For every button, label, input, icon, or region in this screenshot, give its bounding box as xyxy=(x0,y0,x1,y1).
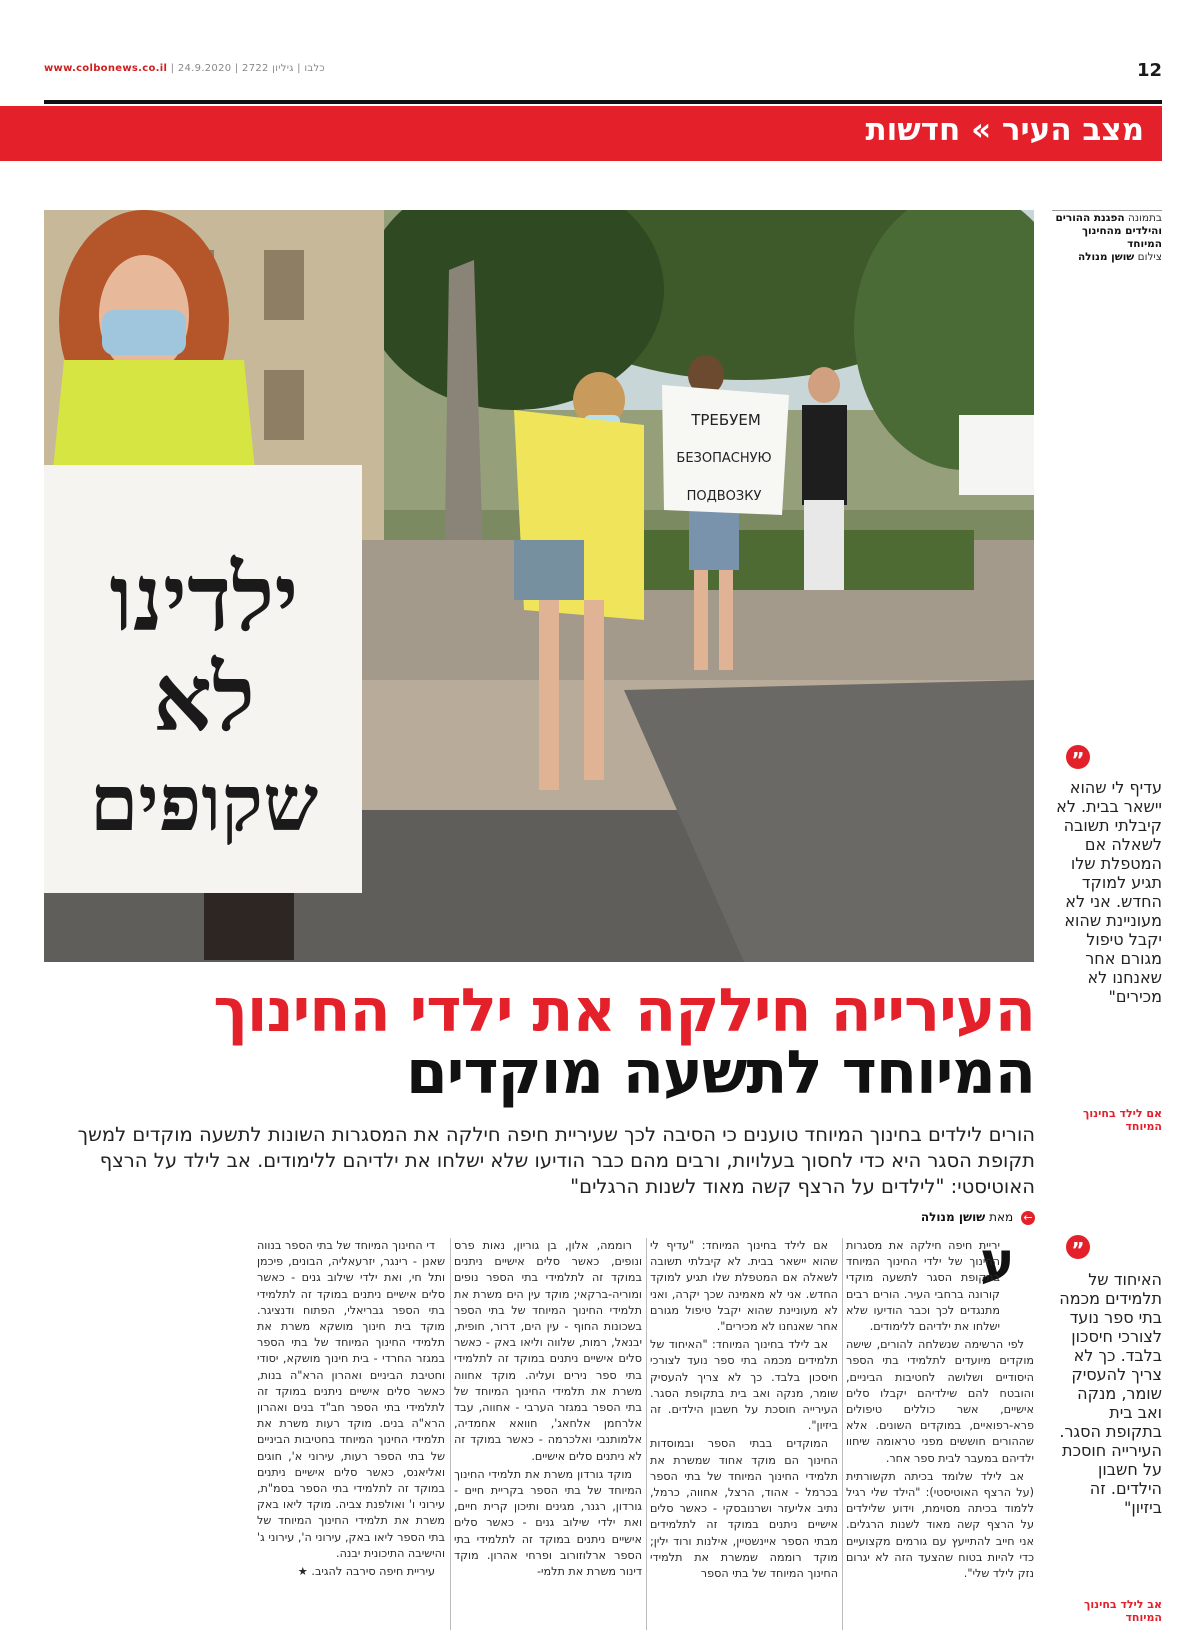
body-column-3 xyxy=(454,1238,642,1582)
headline-line-2: המיוחד לתשעה מוקדים xyxy=(405,1038,1035,1108)
section-band xyxy=(0,106,1162,161)
body-paragraph: עיריית חיפה סירבה להגיב. ★ xyxy=(297,1565,435,1579)
body-column-2 xyxy=(650,1238,838,1584)
byline-label: מאת xyxy=(989,1210,1014,1224)
pull-quote-2: האיחוד של תלמידים מכמה בתי ספר נועד לצורכי חיסכון בלבד. כך לא צריך להעסיק שומר, מנקה ואב בית בתקופת הסגר. העירייה חוסכת על חשבון הילדים. זה ביזיון" xyxy=(1059,1270,1162,1517)
sidebar-rule xyxy=(1052,210,1162,211)
protest-photo xyxy=(44,210,1034,962)
pull-quote-1-source: אם לילד בחינוך המיוחד xyxy=(1083,1107,1162,1133)
drop-cap: ע xyxy=(980,1232,1015,1292)
body-paragraph: אב לילד בחינוך המיוחד: "האיחוד של תלמידים מכמה בתי ספר נועד לצורכי חיסכון בלבד. כך לא צריך להעסיק שומר, מנקה ואב בית בתקופת הסגר. העירייה חוסכת על חשבון הילדים. זה ביזיון". xyxy=(650,1338,838,1433)
body-column-4 xyxy=(257,1238,445,1582)
site-url: www.colbonews.co.il xyxy=(44,63,168,74)
body-paragraph: מוקד גורדון משרת את תלמידי החינוך המיוחד של בתי הספר בקריית חיים - גורדון, רגנר, מגינים ותיכון קרית חיים, ואת ילדי שילוב גנים - כאשר סלים אישיים ניתנים במוקד זה לתלמידי בתי הספר ארלוזורוב ופרחי אהרון. מוקד דינור משרת את תלמי- xyxy=(454,1467,642,1579)
byline-author: שושן מנולה xyxy=(920,1210,986,1224)
caption-bold: הפגנת ההורים והילדים מהחינוך המיוחד xyxy=(1055,212,1162,250)
issue-info: | כלבו | גיליון 2722 | 24.9.2020 xyxy=(170,63,326,74)
quote-mark-icon: ” xyxy=(1066,1235,1090,1259)
body-paragraph: המוקדים בבתי הספר ובמוסדות החינוך הם מוקד אחוד שמשרת את תלמידי החינוך המיוחד של בתי הספר בכרמל - אהוד, הרצל, אחווה, כרמל, נתיב אליעזר ושרנובסקי - כאשר סלים אישיים ניתנים במוקד זה לתלמידים מבתי הספר איינשטיין, אילנות ורוד ילין; מוקד רוממה שמשרת את תלמידי החינוך המיוחד של בתי הספר xyxy=(650,1437,838,1581)
pull-quote-2-source: אב לילד בחינוך המיוחד xyxy=(1083,1598,1162,1624)
sign-line-2: לא xyxy=(152,644,256,752)
quote-mark-icon: ” xyxy=(1066,745,1090,769)
body-paragraph: אם לילד בחינוך המיוחד: "עדיף לי שהוא יישאר בבית. לא קיבלתי תשובה לשאלה אם המטפלת שלו תגיע למוקד החדש. אני לא מאמינה שכך יקרה, ואני לא מעוניינת שהוא יקבל טיפול מגורם אחר שאנחנו לא מכירים". xyxy=(650,1239,838,1334)
arrow-left-icon: ← xyxy=(1021,1211,1035,1225)
headline-line-1: העירייה חילקה את ילדי החינוך xyxy=(213,976,1035,1046)
column-rule xyxy=(646,1238,647,1630)
column-rule xyxy=(842,1238,843,1630)
caption-credit-label: צילום xyxy=(1137,251,1162,263)
byline xyxy=(921,1210,1035,1225)
caption-prefix: בתמונה xyxy=(1127,212,1162,224)
russian-sign-line-3: ПОДВОЗКУ xyxy=(686,489,762,504)
photo-caption xyxy=(1052,212,1162,264)
russian-sign-line-2: БЕЗОПАСНУЮ xyxy=(676,451,772,466)
body-column-1 xyxy=(846,1232,1034,1584)
body-paragraph: יריית חיפה חילקה את מסגרות החינוך של ילדי החינוך המיוחד בתקופת הסגר לתשעה מוקדי קורונה ברחבי העיר. הורים רבים מתנגדים לכך וכבר הודיעו שלא ישלחו את ילדיהם ללימודים. xyxy=(846,1239,1000,1334)
body-paragraph: די החינוך המיוחד של בתי הספר בנווה שאנן - רינגר, יזרעאליה, הבונים, פיכמן ותל חי, ואת ילדי שילוב גנים - כאשר סלים אישיים ניתנים במוקד זה לתלמידי בתי הספר גבריאלי, הפתוח ודנציגר. מוקד בית חינוך מושקא משרת את תלמידי החינוך המיוחד של בתי הספר במגזר החרדי - בית חינוך מושקא, יסודי וחטיבת הביניים ואהרון הרא"ה בנות, כאשר סלים אישיים ניתנים במוקד זה לתלמידי בתי הספר חב"ד בנים ואהרון הרא"ה בנים. מוקד רעות משרת את תלמידי החינוך המיוחד בחטיבות הביניים של בתי הספר רעות, עירוני א', חוגים ואליאנס, כאשר סלים אישיים ניתנים במוקד זה לתלמידי בתי הספר בסמ"ת, עירוני ו' ואולפנת צביה. מוקד ליאו באק משרת את תלמידי החינוך המיוחד של בתי הספר ליאו באק, עירוני ה', עירוני ג' והישיבה התיכונית יבנה. xyxy=(257,1239,445,1560)
body-paragraph: אב לילד שלומד בכיתה תקשורתית (על הרצף האוטיסטי): "הילד שלי רגיל ללמוד בכיתה מסוימת, וידוע שלילדים על הרצף קשה מאוד לשנות הרגלים. אני חייב להתייעץ עם גורמים מקצועיים כדי להיות בטוח שהצעד הזה לא יגרום נזק לילד שלי". xyxy=(846,1469,1034,1581)
sign-line-3: שקופים xyxy=(89,758,319,849)
section-title: מצב העיר » חדשות xyxy=(865,112,1144,148)
column-rule xyxy=(450,1238,451,1630)
headline xyxy=(45,976,1035,1108)
page-number: 12 xyxy=(1136,60,1162,81)
site-line xyxy=(44,63,325,74)
subheadline: הורים לילדים בחינוך המיוחד טוענים כי הסיבה לכך שעיריית חיפה חילקה את המסגרות השונות לתשעה מוקדים למשך תקופת הסגר היא כדי לחסוך בעלויות, ורבים מהם כבר הודיעו שלא ישלחו את ילדיהם ללימודים. אב לילד על הרצף האוטיסטי: "לילדים על הרצף קשה מאוד לשנות הרגלים" xyxy=(77,1123,1035,1198)
russian-sign-line-1: ТРЕБУЕМ xyxy=(691,411,761,429)
body-paragraph: לפי הרשימה שנשלחה להורים, שישה מוקדים מיועדים לתלמידי בתי הספר היסודיים ושלושה לחטיבות הביניים, והובטח להם שילדיהם יקבלו סלים אישיים, אשר כוללים טיפולים פרא-רפואיים, במוקדים השונים. אלא שההורים חוששים מפני טראומה שיחוו ילדיהם במעבר לבית ספר אחר. xyxy=(846,1338,1034,1465)
body-paragraph: רוממה, אלון, בן גוריון, נאות פרס ונופים, כאשר סלים אישיים ניתנים במוקד זה לתלמידי בתי הספר נופים ומוריה-ברקאי; מוקד עין הים משרת את תלמידי החינוך המיוחד של בתי הספר בשכונות החוף - עין הים, דרור, חופית, יבנאל, רמות, שלווה וליאו באק - כאשר סלים אישיים ניתנים במוקד זה לתלמידי בתי ספר נירים ועליה. מוקד אחווה משרת את תלמידי החינוך המיוחד של בתי הספר במגזר הערבי - אחווה, עבד אלרחמן אלחאג', חוואא אחמדיה, אלמותנבי ואלכרמה - כאשר במוקד זה לא ניתנים סלים אישיים. xyxy=(454,1239,642,1463)
pull-quote-1: עדיף לי שהוא יישאר בבית. לא קיבלתי תשובה לשאלה אם המטפלת שלו תגיע למוקד החדש. אני לא מעוניינת שהוא יקבל טיפול מגורם אחר שאנחנו לא מכירים" xyxy=(1056,778,1162,1006)
top-rule xyxy=(44,100,1162,104)
sign-line-1: ילדינו xyxy=(109,544,299,652)
protest-photo-art xyxy=(44,210,1034,962)
caption-credit-name: שושן מנולה xyxy=(1077,251,1135,263)
